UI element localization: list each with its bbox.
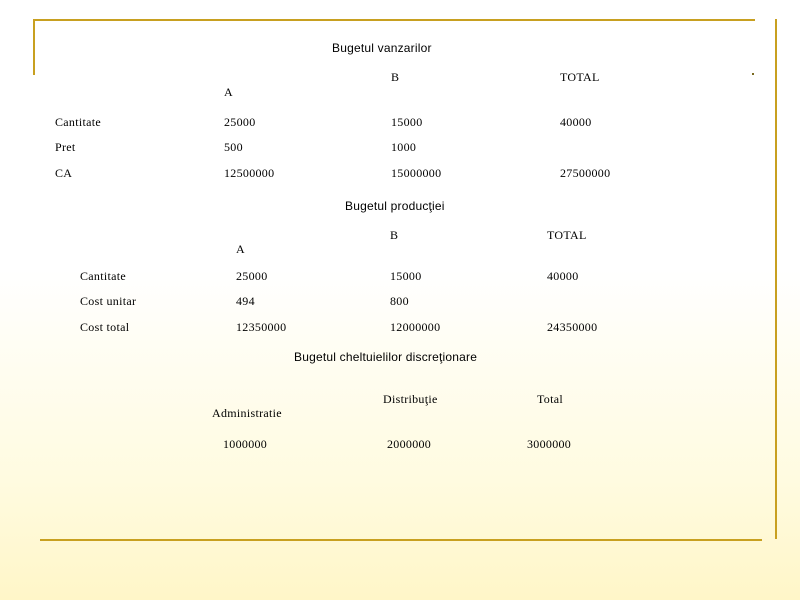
sales-row-label: Pret <box>55 140 76 154</box>
production-row-total: 40000 <box>547 269 579 283</box>
sales-row-a: 500 <box>224 140 243 154</box>
sales-row-a: 25000 <box>224 115 256 129</box>
sales-row-b: 15000 <box>391 115 423 129</box>
sales-col-b: B <box>391 70 400 84</box>
production-row-a: 494 <box>236 294 255 308</box>
production-row-label: Cost total <box>80 320 130 334</box>
frame-right-line <box>775 19 777 539</box>
sales-col-total: TOTAL <box>560 70 600 84</box>
discretionary-value-total: 3000000 <box>527 437 572 451</box>
sales-row-total: 27500000 <box>560 166 611 180</box>
sales-row-total: 40000 <box>560 115 592 129</box>
production-budget-title: Bugetul producţiei <box>345 199 445 213</box>
discretionary-col-total: Total <box>537 392 563 406</box>
production-row-b: 800 <box>390 294 409 308</box>
production-row-total: 24350000 <box>547 320 598 334</box>
production-row-a: 25000 <box>236 269 268 283</box>
production-row-b: 12000000 <box>390 320 441 334</box>
production-col-b: B <box>390 228 399 242</box>
sales-budget-title: Bugetul vanzarilor <box>332 41 432 55</box>
production-row-b: 15000 <box>390 269 422 283</box>
sales-row-a: 12500000 <box>224 166 275 180</box>
discretionary-budget-title: Bugetul cheltuielilor discreţionare <box>294 350 478 364</box>
production-col-total: TOTAL <box>547 228 587 242</box>
sales-row-b: 1000 <box>391 140 417 154</box>
sales-col-a: A <box>224 85 233 99</box>
production-row-a: 12350000 <box>236 320 287 334</box>
sales-row-b: 15000000 <box>391 166 442 180</box>
production-col-a: A <box>236 242 245 256</box>
discretionary-value-admin: 1000000 <box>223 437 268 451</box>
frame-bottom-line <box>40 539 762 541</box>
decorative-dot <box>752 73 754 75</box>
frame-top-line <box>34 19 755 21</box>
discretionary-value-distrib: 2000000 <box>387 437 432 451</box>
discretionary-col-admin: Administratie <box>212 406 282 420</box>
frame-left-line <box>33 19 35 75</box>
production-row-label: Cost unitar <box>80 294 137 308</box>
discretionary-col-distrib: Distribuţie <box>383 392 438 406</box>
sales-row-label: CA <box>55 166 73 180</box>
sales-row-label: Cantitate <box>55 115 102 129</box>
production-row-label: Cantitate <box>80 269 127 283</box>
